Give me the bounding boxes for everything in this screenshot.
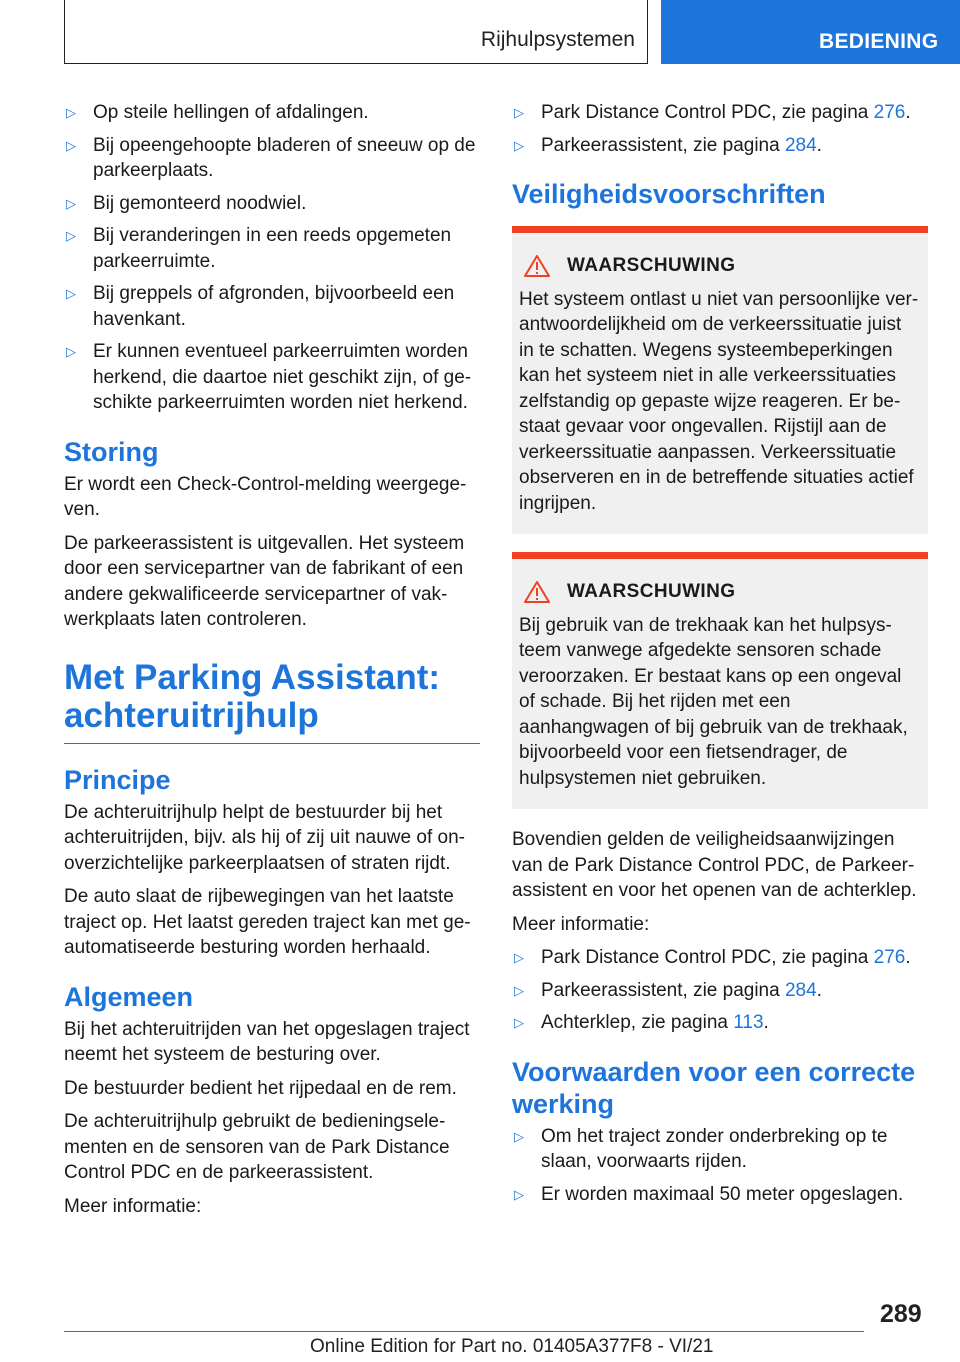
right-column (512, 100, 928, 1214)
list-item: ▷ Bij greppels of afgronden, bijvoorbeeld een havenkant. (66, 283, 455, 330)
paragraph: Er wordt een Check-Control-melding weergegeven. (64, 473, 467, 520)
page-link[interactable]: 113 (733, 1012, 764, 1033)
list-item: ▷ Parkeerassistent, zie pagina 284. (512, 978, 928, 1004)
paragraph: De bestuurder bedient het rijpedaal en de rem. (64, 1077, 457, 1099)
list-item: ▷ Park Distance Control PDC, zie pagina 276. (512, 100, 928, 126)
paragraph: De parkeerassistent is uitgevallen. Het systeem door een servicepartner van de fabrikant of een andere gekwalificeerde servicepartner of vakwerkplaats laten controleren. (64, 532, 465, 630)
warning-triangle-icon (523, 580, 551, 604)
triangle-bullet-icon: ▷ (514, 950, 524, 965)
triangle-bullet-icon: ▷ (66, 105, 76, 120)
main-heading: Met Parking Assistant: achteruitrijhulp (64, 659, 480, 744)
warning-text: Bij gebruik van de trekhaak kan het hulpsysteem vanwege afgedekte sensoren schade veroorzaken. Er bestaat kans op een ongeval of schade. Bij het rijden met een aanhangwagen of bij gebruik van de trekhaak, bijvoorbeeld voor een fietsendrager, de hulpsystemen niet gebruiken. (519, 614, 908, 789)
algemeen-heading: Algemeen (64, 981, 194, 1012)
paragraph: De achteruitrijhulp helpt de bestuurder bij het achteruitrijden, bijv. als hij of zij uit nauwe of onoverzichtelijke parkeerplaatsen of straten rijdt. (64, 801, 465, 874)
paragraph: Bovendien gelden de veiligheidsaanwijzingen van de Park Distance Control PDC, de Parkeerassistent en voor het openen van de achterklep. (512, 829, 917, 901)
triangle-bullet-icon: ▷ (66, 286, 76, 301)
triangle-bullet-icon: ▷ (514, 982, 524, 998)
triangle-bullet-icon: ▷ (514, 105, 524, 120)
paragraph: De achteruitrijhulp gebruikt de bedieningselementen en de sensoren van de Park Distance Control PDC en de parkeerassistent. (64, 1111, 450, 1183)
list-item: ▷ Bij veranderingen in een reeds opgemeten parkeerruimte. (66, 225, 452, 272)
list-item: ▷ Om het traject zonder onderbreking op te slaan, voorwaarts rijden. (514, 1125, 888, 1172)
chapter-tab (661, 0, 960, 64)
conditions-list (64, 100, 480, 416)
list-item: ▷ Er kunnen eventueel parkeerruimten worden herkend, die daartoe niet geschikt zijn, of geschikte parkeerruimten worden niet herkend. (66, 341, 472, 413)
left-column (64, 100, 480, 1227)
list-item: ▷ Er worden maximaal 50 meter opgeslagen. (512, 1182, 928, 1208)
page-link[interactable]: 276 (873, 102, 906, 123)
section-title: Rijhulpsystemen (480, 28, 635, 51)
paragraph: Meer informatie: (64, 1195, 202, 1217)
page-number: 289 (880, 1300, 922, 1328)
triangle-bullet-icon: ▷ (66, 195, 76, 211)
veiligheid-heading: Veiligheidsvoorschriften (512, 179, 826, 209)
triangle-bullet-icon: ▷ (66, 344, 76, 359)
list-item: ▷ Achterklep, zie pagina 113. (512, 1010, 928, 1036)
list-item: ▷ Bij gemonteerd noodwiel. (64, 191, 480, 217)
warning-box (512, 226, 928, 534)
paragraph: Bij het achteruitrijden van het opgeslagen traject neemt het systeem de besturing over. (64, 1018, 470, 1065)
list-item: ▷ Park Distance Control PDC, zie pagina 276. (512, 945, 928, 971)
warning-title: WAARSCHUWING (567, 581, 736, 602)
reference-list (512, 945, 928, 1036)
list-item: ▷ Bij opeengehoopte bladeren of sneeuw op de parkeerplaats. (66, 134, 476, 181)
triangle-bullet-icon: ▷ (514, 1186, 524, 1202)
voorwaarden-heading: Voorwaarden voor een correcte werking (512, 1056, 916, 1119)
triangle-bullet-icon: ▷ (66, 137, 76, 153)
warning-box (512, 552, 928, 809)
chapter-label: BEDIENING (819, 30, 939, 53)
storing-heading: Storing (64, 436, 159, 467)
page-link[interactable]: 276 (873, 947, 906, 968)
conditions-list (512, 1124, 928, 1208)
paragraph: De auto slaat de rijbewegingen van het laatste traject op. Het laatst gereden traject kan met geautomatiseerde besturing worden herhaald. (64, 886, 471, 958)
edition-text: Online Edition for Part no. 01405A377F8 - VI/21 (310, 1336, 714, 1357)
page-link[interactable]: 284 (784, 979, 817, 1001)
warning-triangle-icon (523, 254, 551, 278)
footer-divider (64, 1331, 864, 1332)
triangle-bullet-icon: ▷ (514, 137, 524, 153)
triangle-bullet-icon: ▷ (514, 1015, 524, 1030)
triangle-bullet-icon: ▷ (514, 1128, 524, 1144)
list-item: ▷ Op steile hellingen of afdalingen. (64, 100, 480, 126)
principe-heading: Principe (64, 764, 171, 795)
warning-text: Het systeem ontlast u niet van persoonlijke verantwoordelijkheid om de verkeerssituatie juist in te schatten. Wegens systeembeperkingen kan het systeem niet in alle verkeerssituaties zelfstandig op gepaste wijze reageren. Er bestaat gevaar voor ongevallen. Rijstijl aan de verkeerssituatie aanpassen. Verkeerssituatie observeren en in de betreffende situaties actief ingrijpen. (519, 288, 919, 514)
paragraph: Meer informatie: (512, 913, 650, 935)
warning-title: WAARSCHUWING (567, 255, 736, 276)
reference-list (512, 100, 928, 158)
list-item: ▷ Parkeerassistent, zie pagina 284. (512, 133, 928, 159)
triangle-bullet-icon: ▷ (66, 228, 76, 243)
page-link[interactable]: 284 (784, 134, 817, 156)
